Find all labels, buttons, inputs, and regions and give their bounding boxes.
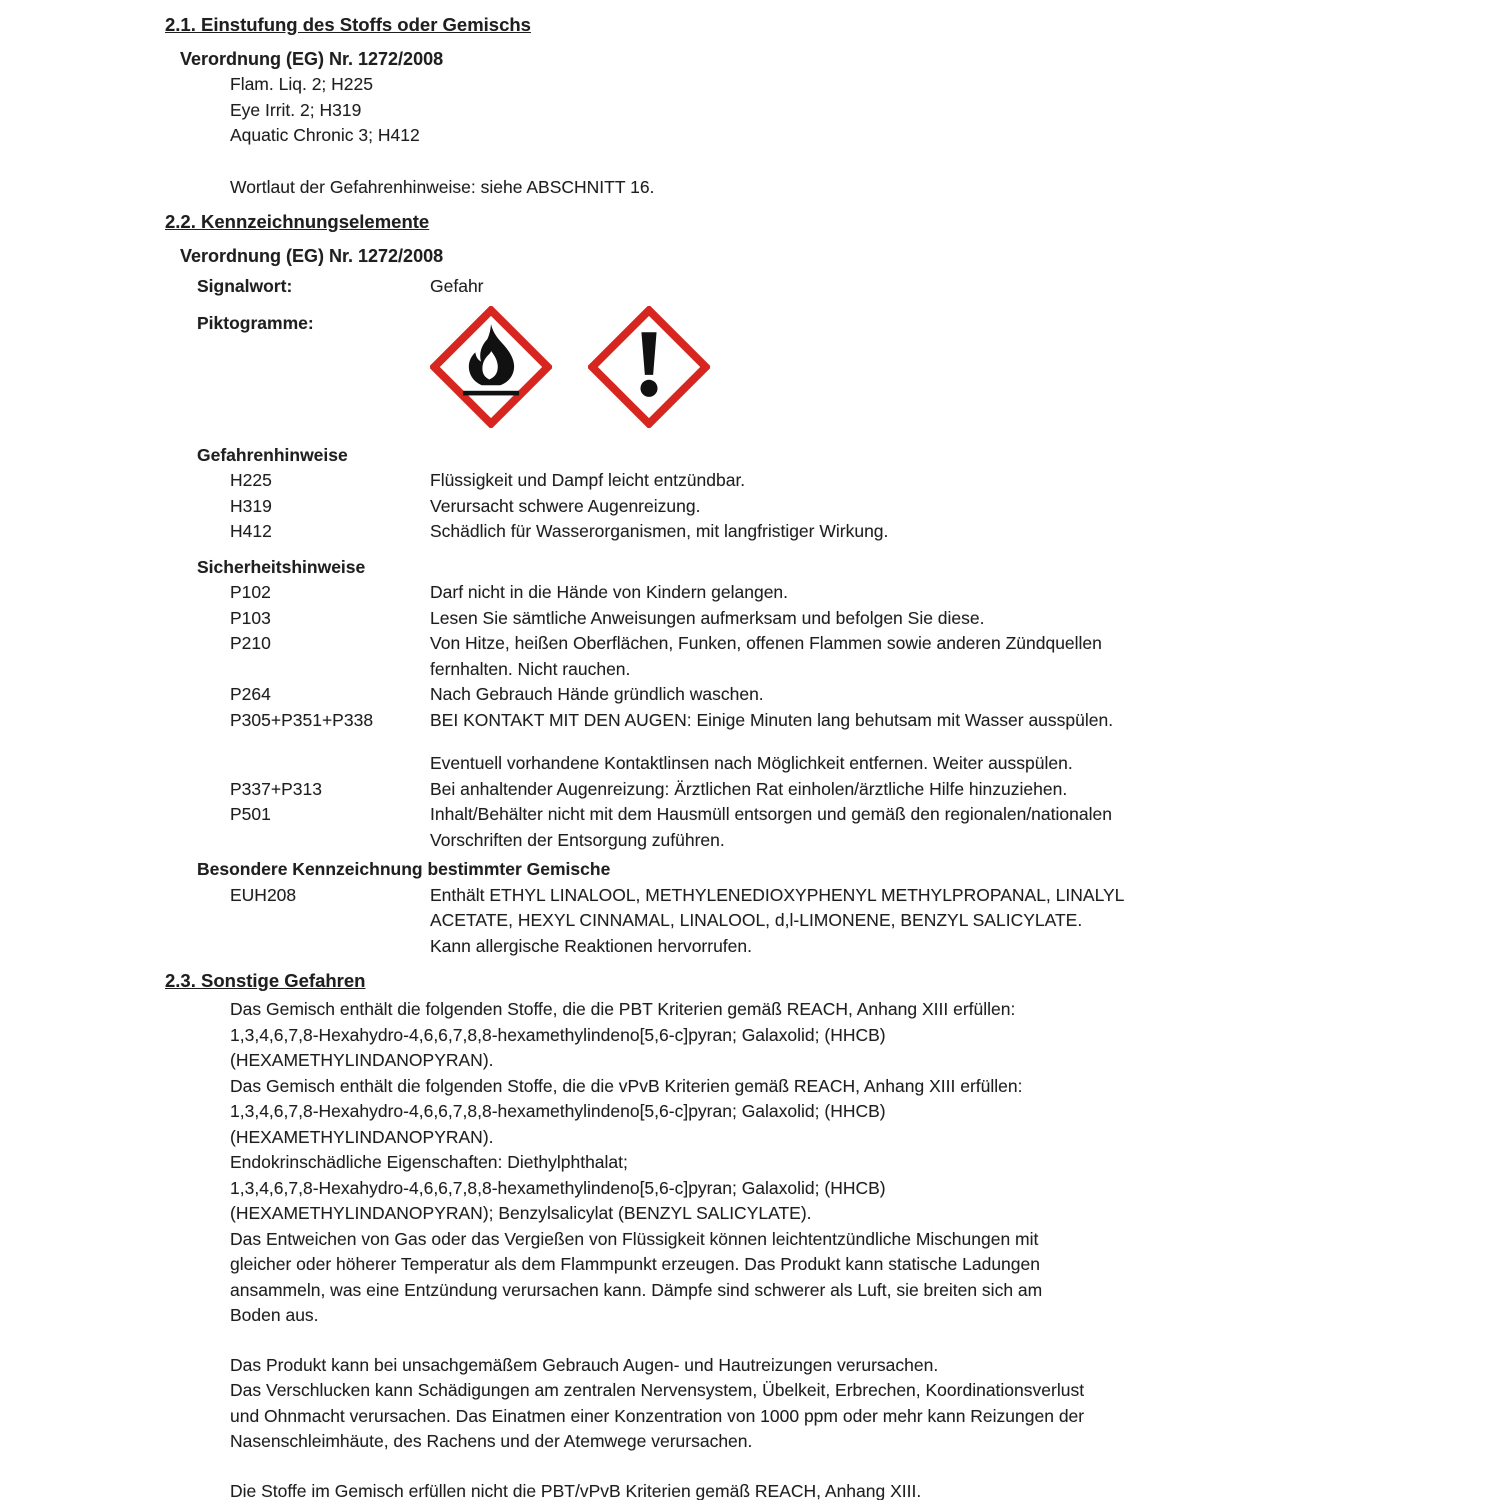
- precautionary-statements-heading: Sicherheitshinweise: [197, 556, 366, 577]
- text-line: ansammeln, was eine Entzündung verursachen kann. Dämpfe sind schwerer als Luft, sie breiten sich am: [230, 1279, 1043, 1300]
- text-line: Von Hitze, heißen Oberflächen, Funken, offenen Flammen sowie anderen Zündquellen: [430, 633, 1102, 653]
- text-line: Eventuell vorhandene Kontaktlinsen nach Möglichkeit entfernen. Weiter ausspülen.: [430, 753, 1073, 773]
- text-line: Das Gemisch enthält die folgenden Stoffe, die die vPvB Kriterien gemäß REACH, Anhang XIII erfüllen:: [230, 1075, 1023, 1096]
- text-line: (HEXAMETHYLINDANOPYRAN).: [230, 1126, 494, 1147]
- signal-word-row: [197, 274, 1420, 300]
- statement-text: [430, 494, 1260, 520]
- statement-text: [430, 606, 1260, 632]
- text-line: Inhalt/Behälter nicht mit dem Hausmüll entsorgen und gemäß den regionalen/nationalen: [430, 804, 1112, 824]
- statement-code: P337+P313: [230, 778, 322, 799]
- classification-item: Flam. Liq. 2; H225: [230, 74, 373, 94]
- special-labelling-rows: [165, 883, 1420, 960]
- special-labelling-heading: Besondere Kennzeichnung bestimmter Gemische: [197, 859, 611, 879]
- hazard-note: Wortlaut der Gefahrenhinweise: siehe ABSCHNITT 16.: [230, 176, 655, 197]
- blank-line: [230, 1455, 1420, 1479]
- precautionary-statement-p210: [230, 631, 1420, 682]
- statement-text: [430, 802, 1260, 853]
- blank-line: [230, 1329, 1420, 1353]
- text-line: Flüssigkeit und Dampf leicht entzündbar.: [430, 470, 746, 490]
- text-line: (HEXAMETHYLINDANOPYRAN).: [230, 1050, 494, 1070]
- precautionary-statement-p264: [230, 682, 1420, 708]
- text-line: Die Stoffe im Gemisch erfüllen nicht die PBT/vPvB Kriterien gemäß REACH, Anhang XIII.: [230, 1480, 922, 1500]
- statement-text: [430, 631, 1260, 682]
- precautionary-statement-p501: [230, 802, 1420, 853]
- statement-code: P501: [230, 804, 271, 824]
- hazard-statements-rows: [165, 468, 1420, 545]
- statement-text: [430, 580, 1260, 606]
- statement-code: EUH208: [230, 884, 297, 905]
- text-line: Das Produkt kann bei unsachgemäßem Gebrauch Augen- und Hautreizungen verursachen.: [230, 1354, 939, 1375]
- classification-list: [230, 72, 1420, 149]
- pictogram-row: [197, 306, 1420, 428]
- text-line: Schädlich für Wasserorganismen, mit langfristiger Wirkung.: [430, 521, 889, 541]
- precautionary-statement-p305-p351-p338: [230, 708, 1420, 734]
- statement-code: [230, 751, 430, 777]
- ghs-exclamation-icon: [588, 306, 710, 428]
- statement-text: [430, 883, 1260, 960]
- section-2-2-title: 2.2. Kennzeichnungselemente: [165, 211, 430, 232]
- statement-code: H225: [230, 470, 272, 490]
- text-line: 1,3,4,6,7,8-Hexahydro-4,6,6,7,8,8-hexamethylindeno[5,6-c]pyran; Galaxolid; (HHCB): [230, 1177, 886, 1198]
- regulation-heading-2-1: Verordnung (EG) Nr. 1272/2008: [180, 49, 444, 69]
- special-labelling-euh208: [230, 883, 1420, 960]
- text-line: Das Entweichen von Gas oder das Vergießen von Flüssigkeit können leichtentzündliche Mischungen mit: [230, 1228, 1039, 1249]
- precautionary-statements-rows: [165, 580, 1420, 853]
- precautionary-statement-continuation: [230, 751, 1420, 777]
- text-line: BEI KONTAKT MIT DEN AUGEN: Einige Minuten lang behutsam mit Wasser ausspülen.: [430, 709, 1114, 730]
- text-line: Das Gemisch enthält die folgenden Stoffe, die die PBT Kriterien gemäß REACH, Anhang XIII erfüllen:: [230, 999, 1016, 1019]
- statement-text: [430, 708, 1260, 734]
- text-line: fernhalten. Nicht rauchen.: [430, 658, 631, 679]
- text-line: Lesen Sie sämtliche Anweisungen aufmerksam und befolgen Sie diese.: [430, 607, 985, 628]
- regulation-heading-2-2: Verordnung (EG) Nr. 1272/2008: [180, 246, 444, 266]
- hazard-statement-h412: [230, 519, 1420, 545]
- section-2-1-title: 2.1. Einstufung des Stoffs oder Gemischs: [165, 14, 531, 35]
- text-line: (HEXAMETHYLINDANOPYRAN); Benzylsalicylat (BENZYL SALICYLATE).: [230, 1203, 812, 1223]
- statement-text: [430, 777, 1260, 803]
- statement-code: P210: [230, 633, 271, 653]
- other-hazards-text: [230, 997, 1420, 1500]
- text-line: Enthält ETHYL LINALOOL, METHYLENEDIOXYPHENYL METHYLPROPANAL, LINALYL: [430, 884, 1125, 905]
- hazard-statement-h319: [230, 494, 1420, 520]
- statement-code: P102: [230, 582, 271, 602]
- text-line: Darf nicht in die Hände von Kindern gelangen.: [430, 582, 789, 602]
- text-line: gleicher oder höherer Temperatur als dem Flammpunkt erzeugen. Das Produkt kann statische Ladungen: [230, 1254, 1040, 1274]
- text-line: und Ohnmacht verursachen. Das Einatmen einer Konzentration von 1000 ppm oder mehr kann Reizungen der: [230, 1405, 1085, 1426]
- text-line: Boden aus.: [230, 1305, 319, 1325]
- text-line: Verursacht schwere Augenreizung.: [430, 495, 701, 516]
- text-line: Endokrinschädliche Eigenschaften: Diethylphthalat;: [230, 1152, 628, 1172]
- text-line: Nach Gebrauch Hände gründlich waschen.: [430, 684, 764, 704]
- signal-word-label: Signalwort:: [197, 276, 293, 296]
- statement-text: [430, 519, 1260, 545]
- pictogram-group: [430, 306, 710, 428]
- classification-item: Eye Irrit. 2; H319: [230, 99, 362, 120]
- sds-section-2-content: [165, 12, 1420, 1500]
- classification-item: Aquatic Chronic 3; H412: [230, 125, 420, 145]
- statement-code: P305+P351+P338: [230, 709, 374, 730]
- section-2-3-title: 2.3. Sonstige Gefahren: [165, 970, 366, 991]
- statement-text: [430, 751, 1260, 777]
- ghs-flame-icon: [430, 306, 552, 428]
- statement-code: H412: [230, 521, 272, 541]
- statement-text: [430, 682, 1260, 708]
- statement-text: [430, 468, 1260, 494]
- statement-code: H319: [230, 495, 272, 516]
- text-line: Vorschriften der Entsorgung zuführen.: [430, 829, 725, 850]
- text-line: Das Verschlucken kann Schädigungen am zentralen Nervensystem, Übelkeit, Erbrechen, Koordinationsverlust: [230, 1380, 1085, 1400]
- pictogram-label: Piktogramme:: [197, 312, 314, 333]
- statement-code: P264: [230, 684, 271, 704]
- precautionary-statement-p103: [230, 606, 1420, 632]
- text-line: ACETATE, HEXYL CINNAMAL, LINALOOL, d,l-LIMONENE, BENZYL SALICYLATE.: [430, 910, 1083, 930]
- text-line: 1,3,4,6,7,8-Hexahydro-4,6,6,7,8,8-hexamethylindeno[5,6-c]pyran; Galaxolid; (HHCB): [230, 1101, 886, 1121]
- text-line: Nasenschleimhäute, des Rachens und der Atemwege verursachen.: [230, 1431, 753, 1451]
- signal-word-value: Gefahr: [430, 276, 484, 296]
- statement-code: P103: [230, 607, 271, 628]
- hazard-statement-h225: [230, 468, 1420, 494]
- text-line: Kann allergische Reaktionen hervorrufen.: [430, 935, 752, 956]
- text-line: Bei anhaltender Augenreizung: Ärztlichen Rat einholen/ärztliche Hilfe hinzuziehen.: [430, 778, 1068, 799]
- precautionary-statement-p337-p313: [230, 777, 1420, 803]
- precautionary-statement-p102: [230, 580, 1420, 606]
- hazard-statements-heading: Gefahrenhinweise: [197, 444, 348, 465]
- text-line: 1,3,4,6,7,8-Hexahydro-4,6,6,7,8,8-hexamethylindeno[5,6-c]pyran; Galaxolid; (HHCB): [230, 1024, 886, 1045]
